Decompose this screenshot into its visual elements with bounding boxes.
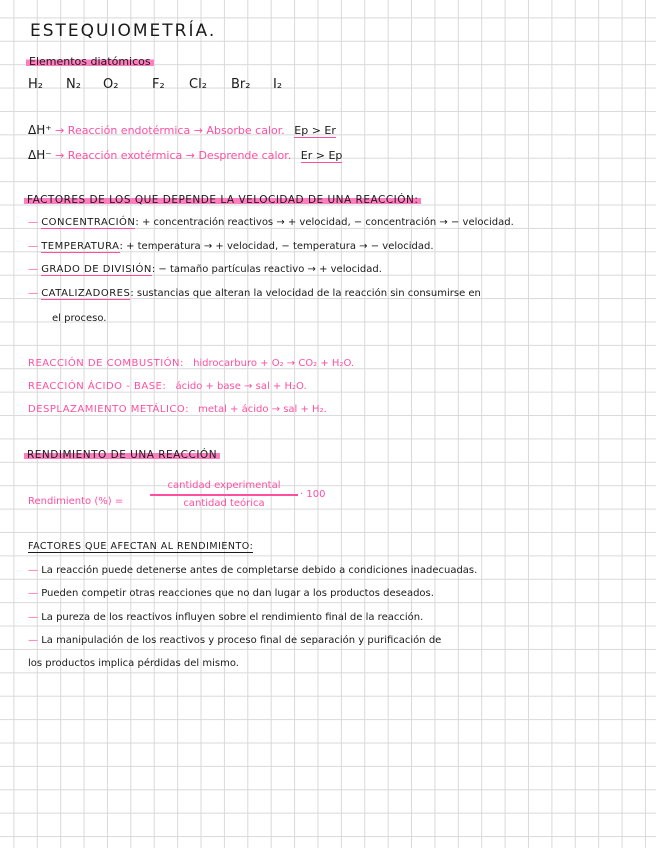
reaction-label: DESPLAZAMIENTO METÁLICO: [28,404,189,415]
factor-term: GRADO DE DIVISIÓN [41,264,152,275]
enthalpy-text: → Reacción endotérmica → Absorbe calor. [55,124,285,137]
yield-numerator: cantidad experimental [167,480,281,491]
diatomic-heading: Elementos diatómicos [26,55,154,69]
enthalpy-line-exo [28,148,342,163]
yield-factor-item: — La manipulación de los reactivos y proceso final de separación y purificación de [28,635,442,646]
yield-label: Rendimiento (%) = [28,496,124,507]
enthalpy-relation: Ep > Er [294,124,336,137]
factor-continuation: el proceso. [52,313,107,324]
yield-factor-item: — Pueden competir otras reacciones que no dan lugar a los productos deseados. [28,588,434,599]
yield-multiplier: · 100 [300,489,326,500]
diatomic-elements [28,78,282,92]
element-br2: Br₂ [231,77,251,92]
factor-item: — CONCENTRACIÓN: + concentración reactivos → + velocidad, − concentración → − velocidad. [28,217,514,228]
reaction-equation: metal + ácido → sal + H₂. [198,404,327,415]
element-h2: H₂ [28,77,43,92]
reaction-equation: hidrocarburo + O₂ → CO₂ + H₂O. [193,358,355,369]
yield-factor-item: — La reacción puede detenerse antes de completarse debido a condiciones inadecuadas. [28,565,478,576]
reaction-label: REACCIÓN DE COMBUSTIÓN: [28,358,184,369]
element-o2: O₂ [103,77,119,92]
factor-term: TEMPERATURA [41,241,120,252]
factor-item: — TEMPERATURA: + temperatura → + velocidad, − temperatura → − velocidad. [28,241,434,252]
yield-heading: RENDIMIENTO DE UNA REACCIÓN [24,448,220,462]
factor-text: : − tamaño partículas reactivo → + velocidad. [151,264,382,275]
enthalpy-text: → Reacción exotérmica → Desprende calor. [55,149,292,162]
yield-factors-heading: FACTORES QUE AFECTAN AL RENDIMIENTO: [28,541,254,552]
yield-factor-item: — La pureza de los reactivos influyen sobre el rendimiento final de la reacción. [28,612,424,623]
enthalpy-symbol: ΔH⁻ [28,148,52,162]
factor-item: — CATALIZADORES: sustancias que alteran la velocidad de la reacción sin consumirse en [28,288,481,299]
yield-denominator: cantidad teórica [183,498,265,509]
factor-text: : + temperatura → + velocidad, − temperatura → − velocidad. [119,241,434,252]
factor-term: CATALIZADORES [41,288,131,299]
reaction-label: REACCIÓN ÁCIDO - BASE: [28,381,167,392]
element-n2: N₂ [66,77,81,92]
element-f2: F₂ [152,77,165,92]
element-i2: I₂ [273,77,283,92]
reaction-displacement [28,403,327,417]
factors-heading: FACTORES DE LOS QUE DEPENDE LA VELOCIDAD DE UNA REACCIÓN: [24,193,421,207]
enthalpy-symbol: ΔH⁺ [28,123,52,137]
enthalpy-line-endo [28,123,336,138]
reaction-equation: ácido + base → sal + H₂O. [175,381,307,392]
element-cl2: Cl₂ [189,77,207,92]
factor-text: : sustancias que alteran la velocidad de la reacción sin consumirse en [130,288,481,299]
yield-factor-continuation: los productos implica pérdidas del mismo. [28,658,239,669]
reaction-combustion [28,357,354,371]
reaction-acid-base [28,380,307,394]
factor-text: : + concentración reactivos → + velocidad, − concentración → − velocidad. [135,217,514,228]
factor-item: — GRADO DE DIVISIÓN: − tamaño partículas reactivo → + velocidad. [28,264,382,275]
factor-term: CONCENTRACIÓN [41,217,136,228]
fraction-bar [150,494,298,496]
enthalpy-relation: Er > Ep [300,149,343,162]
page-title: ESTEQUIOMETRÍA. [30,21,217,41]
